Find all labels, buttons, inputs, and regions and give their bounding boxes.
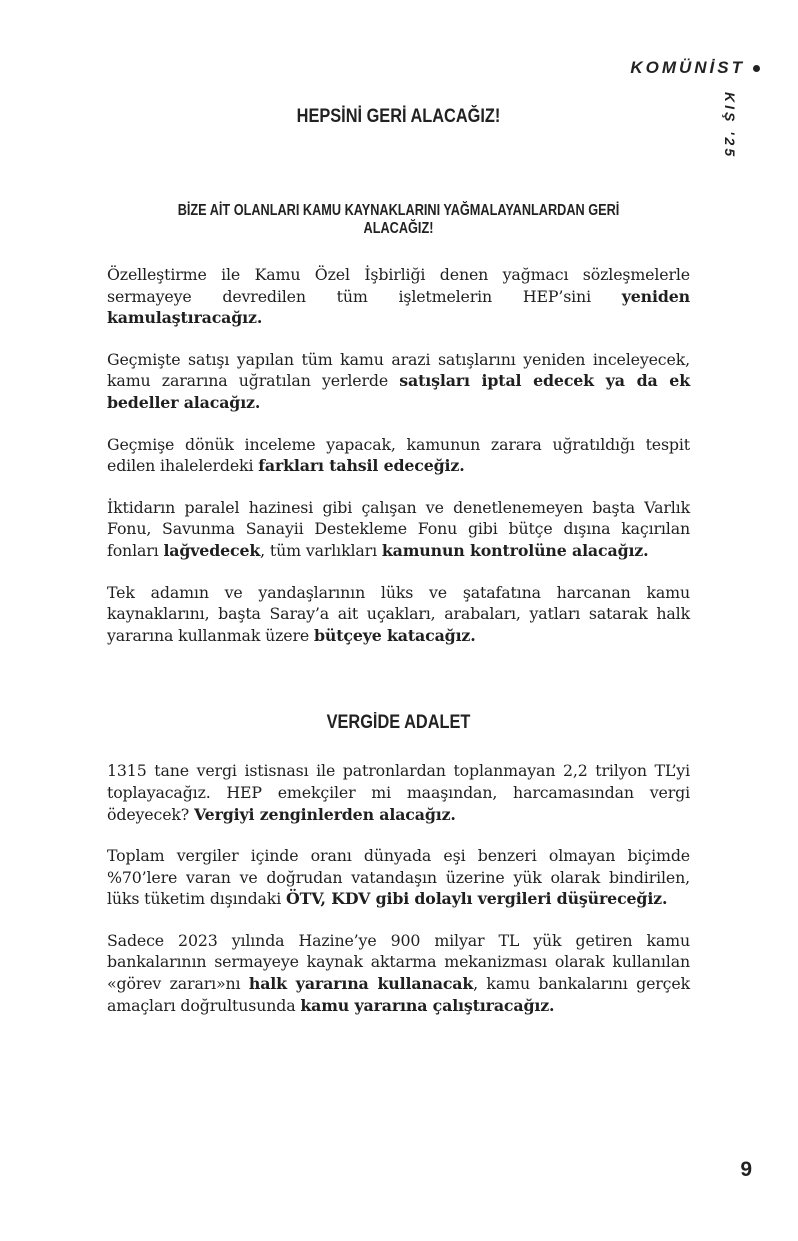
body-text: İktidarın paralel hazinesi gibi çalışan ve denetlenemeyen başta Varlık Fonu, Savunma Sanayii Destekleme Fonu gibi bütçe dışına kaçırılan fonları <box>107 497 690 560</box>
emphasis-text: lağvedecek <box>163 540 261 560</box>
body-text: Özelleştirme ile Kamu Özel İşbirliği denen yağmacı sözleşmelerle sermayeye devredilen tüm işletmelerin HEP’sini <box>107 265 690 306</box>
page-number: 9 <box>740 1158 752 1181</box>
paragraph <box>107 930 690 1016</box>
paragraph <box>107 264 690 329</box>
body-text: Tek adamın ve yandaşlarının lüks ve şatafatına harcanan kamu kaynaklarını, başta Saray’a ait uçakları, arabaları, yatları satarak halk yararına kullanmak üzere <box>107 582 690 645</box>
section-heading-tax: VERGİDE ADALET <box>326 712 471 734</box>
emphasis-text: halk yararına kullanacak <box>248 974 474 994</box>
body-text: , tüm varlıkları <box>260 540 382 560</box>
body-text: , kamu bankalarını gerçek amaçları doğrultusunda <box>107 974 690 1015</box>
body-text: Geçmişe dönük inceleme yapacak, kamunun zarara uğratıldığı tespit edilen ihalelerdeki <box>107 434 690 476</box>
emphasis-text: Vergiyi zenginlerden alacağız. <box>194 804 456 824</box>
section-2-body <box>107 760 690 1016</box>
publication-name: KOMÜNİST <box>630 58 745 77</box>
paragraph <box>107 497 690 562</box>
emphasis-text: satışları iptal edecek ya da ek bedeller alacağız. <box>107 371 690 412</box>
section-subtitle: BİZE AİT OLANLARI KAMU KAYNAKLARINI YAĞMALAYANLARDAN GERİ ALACAĞIZ! <box>177 202 620 237</box>
paragraph <box>107 434 690 477</box>
paragraph <box>107 760 690 825</box>
paragraph <box>107 582 690 647</box>
emphasis-text: yeniden kamulaştıracağız. <box>107 286 690 328</box>
body-text: 1315 tane vergi istisnası ile patronlardan toplanmayan 2,2 trilyon TL’yi toplayacağız. HEP emekçiler mi maaşından, harcamasından vergi ödeyecek? <box>107 761 690 824</box>
body-text: Toplam vergiler içinde oranı dünyada eşi benzeri olmayan biçimde %70’lere varan ve doğrudan vatandaşın üzerine yük olarak bindirilen, lüks tüketim dışındaki <box>107 846 690 909</box>
emphasis-text: farkları tahsil edeceğiz. <box>258 456 465 476</box>
emphasis-text: ÖTV, KDV gibi dolaylı vergileri düşüreceğiz. <box>286 889 668 909</box>
section-1-body <box>107 264 690 646</box>
bullet-dot-icon <box>753 65 760 72</box>
page-title: HEPSİNİ GERİ ALACAĞIZ! <box>296 106 501 127</box>
emphasis-text: kamu yararına çalıştıracağız. <box>300 995 555 1015</box>
body-text: Geçmişte satışı yapılan tüm kamu arazi satışlarını yeniden inceleyecek, kamu zararına uğratılan yerlerde <box>107 349 690 391</box>
issue-label: KIŞ '25 <box>722 92 738 160</box>
paragraph <box>107 845 690 910</box>
body-text: Sadece 2023 yılında Hazine’ye 900 milyar TL yük getiren kamu bankalarının sermayeye kaynak aktarma mekanizması olarak kullanılan «görev zararı»nı <box>107 930 690 994</box>
paragraph <box>107 349 690 414</box>
emphasis-text: kamunun kontrolüne alacağız. <box>381 540 649 560</box>
emphasis-text: bütçeye katacağız. <box>313 625 476 645</box>
masthead <box>560 58 760 78</box>
article <box>107 104 690 1016</box>
